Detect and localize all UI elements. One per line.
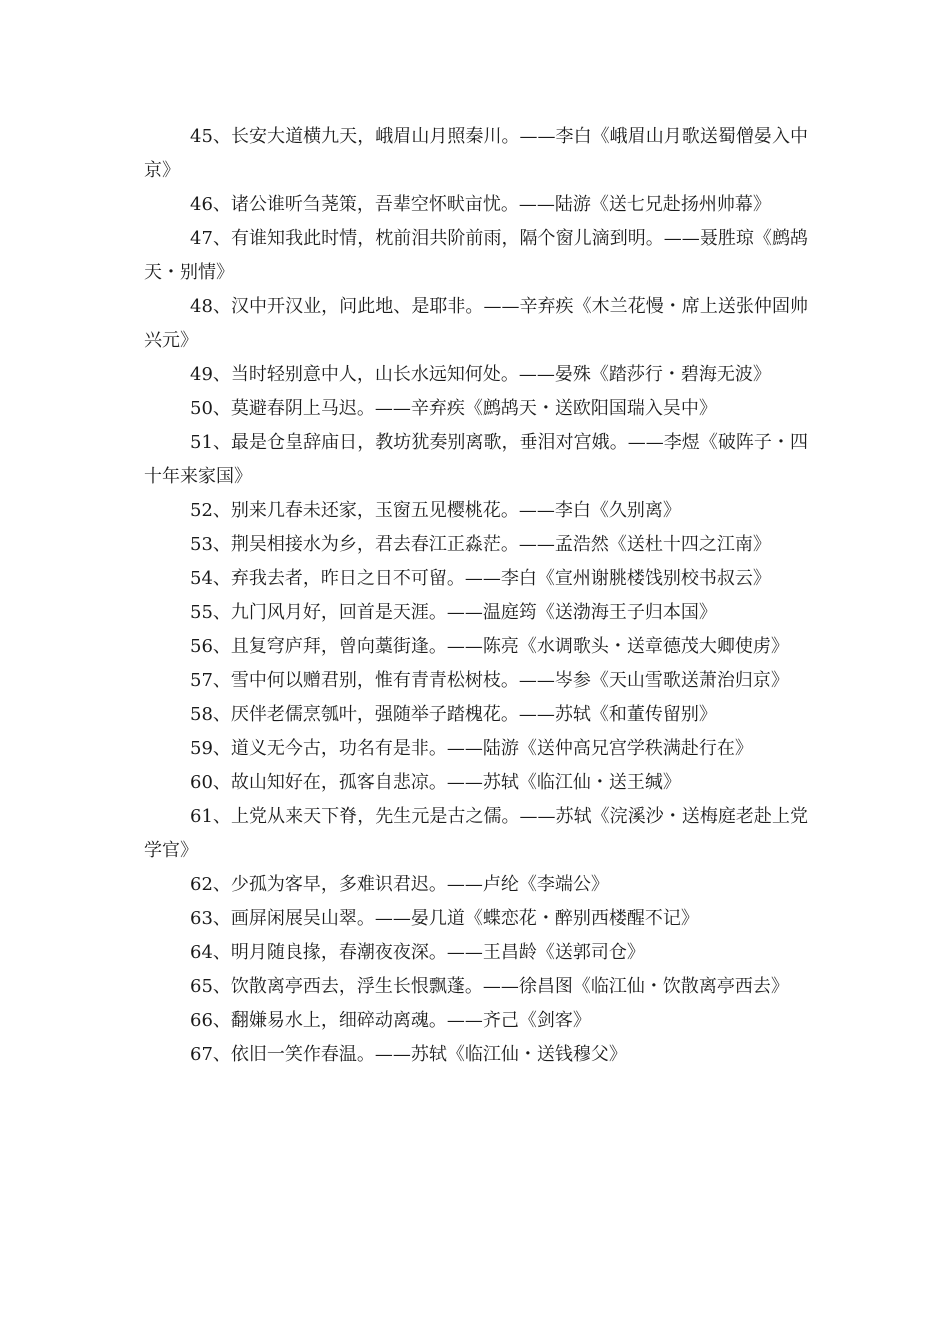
poem-entry-45: 45、长安大道横九天，峨眉山月照秦川。——李白《峨眉山月歌送蜀僧晏入中京》 xyxy=(144,126,808,181)
poem-entry-55: 55、九门风月好，回首是天涯。——温庭筠《送渤海王子归本国》 xyxy=(190,602,717,623)
poem-entry-58: 58、厌伴老儒烹瓠叶，强随举子踏槐花。——苏轼《和董传留别》 xyxy=(190,704,717,725)
poem-entry-60: 60、故山知好在，孤客自悲凉。——苏轼《临江仙・送王缄》 xyxy=(190,772,681,793)
poem-entry-48: 48、汉中开汉业，问此地、是耶非。——辛弃疾《木兰花慢・席上送张仲固帅兴元》 xyxy=(144,296,808,351)
poem-entry-46: 46、诸公谁听刍荛策，吾辈空怀畎亩忧。——陆游《送七兄赴扬州帅幕》 xyxy=(190,194,771,215)
poem-entry-62: 62、少孤为客早，多难识君迟。——卢纶《李端公》 xyxy=(190,874,609,895)
poem-entry-64: 64、明月随良掾，春潮夜夜深。——王昌龄《送郭司仓》 xyxy=(190,942,645,963)
poem-entry-63: 63、画屏闲展吴山翠。——晏几道《蝶恋花・醉别西楼醒不记》 xyxy=(190,908,699,929)
poem-entry-50: 50、莫避春阴上马迟。——辛弃疾《鹧鸪天・送欧阳国瑞入吴中》 xyxy=(190,398,717,419)
document-page xyxy=(144,120,808,1072)
poem-entry-54: 54、弃我去者，昨日之日不可留。——李白《宣州谢脁楼饯别校书叔云》 xyxy=(190,568,771,589)
poem-entry-47: 47、有谁知我此时情，枕前泪共阶前雨，隔个窗儿滴到明。——聂胜琼《鹧鸪天・别情》 xyxy=(144,228,808,283)
poem-entry-67: 67、依旧一笑作春温。——苏轼《临江仙・送钱穆父》 xyxy=(190,1044,627,1065)
poem-entry-53: 53、荆吴相接水为乡，君去春江正淼茫。——孟浩然《送杜十四之江南》 xyxy=(190,534,771,555)
poem-entry-51: 51、最是仓皇辞庙日，教坊犹奏别离歌，垂泪对宫娥。——李煜《破阵子・四十年来家国》 xyxy=(144,432,808,487)
poem-entry-49: 49、当时轻别意中人，山长水远知何处。——晏殊《踏莎行・碧海无波》 xyxy=(190,364,771,385)
poem-entry-59: 59、道义无今古，功名有是非。——陆游《送仲高兄宫学秩满赴行在》 xyxy=(190,738,753,759)
poem-entry-66: 66、翻嫌易水上，细碎动离魂。——齐己《剑客》 xyxy=(190,1010,591,1031)
poem-entry-52: 52、别来几春未还家，玉窗五见樱桃花。——李白《久别离》 xyxy=(190,500,681,521)
poem-entry-56: 56、且复穹庐拜，曾向藁街逢。——陈亮《水调歌头・送章德茂大卿使虏》 xyxy=(190,636,789,657)
poem-entry-61: 61、上党从来天下脊，先生元是古之儒。——苏轼《浣溪沙・送梅庭老赴上党学官》 xyxy=(144,806,808,861)
poem-entry-57: 57、雪中何以赠君别，惟有青青松树枝。——岑参《天山雪歌送萧治归京》 xyxy=(190,670,789,691)
poem-entry-65: 65、饮散离亭西去，浮生长恨飘蓬。——徐昌图《临江仙・饮散离亭西去》 xyxy=(190,976,789,997)
